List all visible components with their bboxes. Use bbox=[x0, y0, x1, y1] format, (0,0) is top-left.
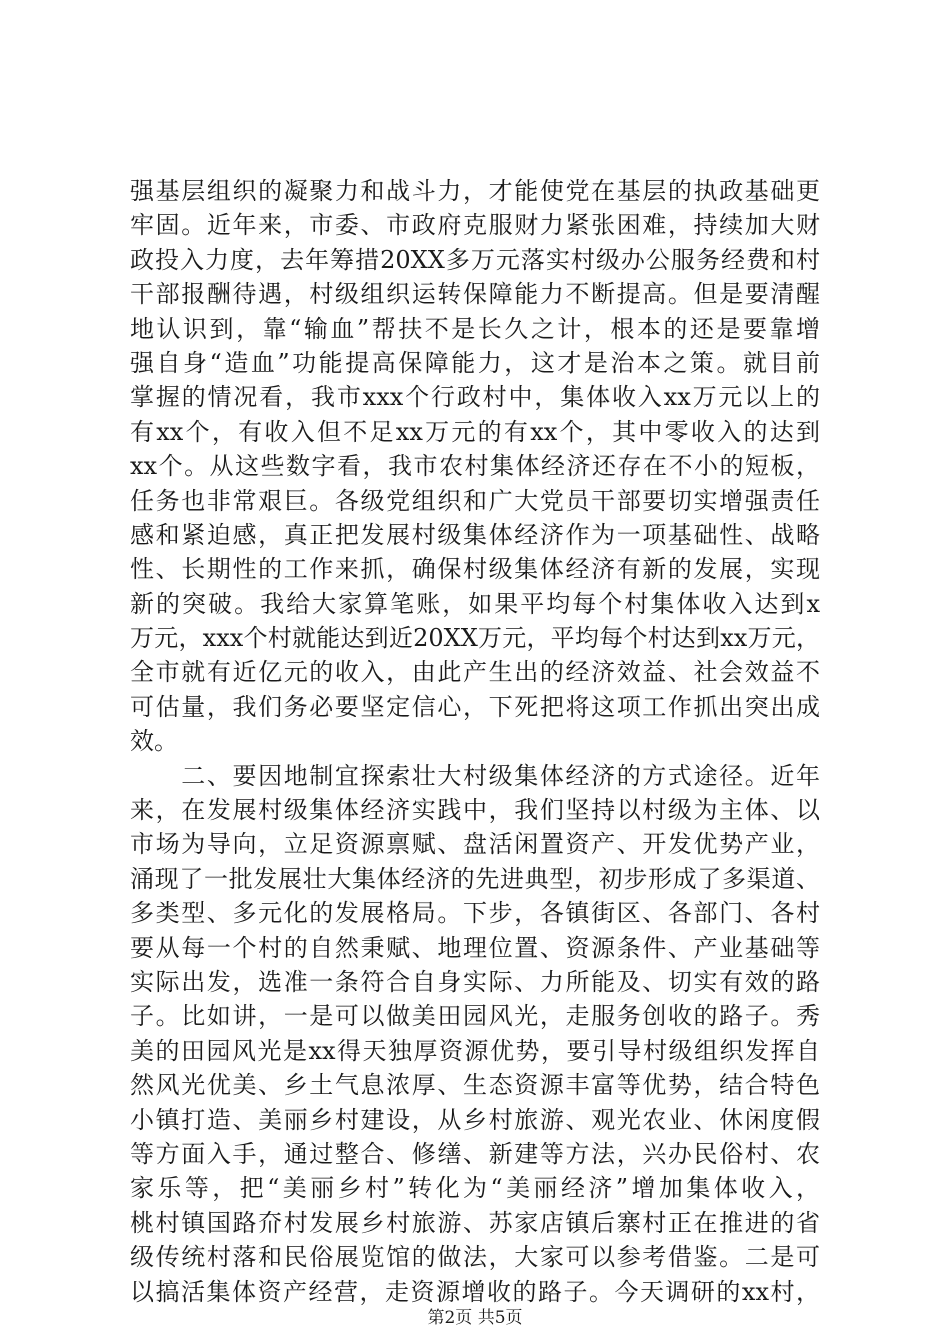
text-line: 有xx个，有收入但不足xx万元的有xx个，其中零收入的达到 bbox=[130, 417, 820, 446]
text-line: 强基层组织的凝聚力和战斗力，才能使党在基层的执政基础更 bbox=[130, 177, 820, 205]
text-line: 可估量，我们务必要坚定信心，下死把将这项工作抓出突出成 bbox=[130, 692, 820, 721]
text-line: 政投入力度，去年筹措20XX多万元落实村级办公服务经费和村 bbox=[130, 245, 820, 274]
text-line: 子。比如讲，一是可以做美田园风光，走服务创收的路子。秀 bbox=[130, 1002, 820, 1031]
text-line: 掌握的情况看，我市xxx个行政村中，集体收入xx万元以上的 bbox=[130, 383, 820, 412]
text-line: 感和紧迫感，真正把发展村级集体经济作为一项基础性、战略 bbox=[130, 520, 820, 549]
text-line: 多类型、多元化的发展格局。下步，各镇街区、各部门、各村 bbox=[130, 899, 820, 928]
text-line: 二、要因地制宜探索壮大村级集体经济的方式途径。近年 bbox=[130, 761, 820, 790]
text-line: 涌现了一批发展壮大集体经济的先进典型，初步形成了多渠道、 bbox=[130, 864, 820, 893]
text-line: 级传统村落和民俗展览馆的做法，大家可以参考借鉴。二是可 bbox=[130, 1243, 820, 1272]
page-number-footer: 第2页 共5页 bbox=[427, 1308, 523, 1328]
text-line: 美的田园风光是xx得天独厚资源优势，要引导村级组织发挥自 bbox=[130, 1036, 820, 1065]
text-line: 市场为导向，立足资源禀赋、盘活闲置资产、开发优势产业， bbox=[130, 830, 820, 859]
text-line: 然风光优美、乡土气息浓厚、生态资源丰富等优势，结合特色 bbox=[130, 1071, 820, 1100]
text-line: 等方面入手，通过整合、修缮、新建等方法，兴办民俗村、农 bbox=[130, 1139, 820, 1168]
text-line: 实际出发，选准一条符合自身实际、力所能及、切实有效的路 bbox=[130, 967, 820, 996]
text-line: 干部报酬待遇，村级组织运转保障能力不断提高。但是要清醒 bbox=[130, 280, 820, 309]
text-line: 地认识到，靠“输血”帮扶不是长久之计，根本的还是要靠增 bbox=[130, 314, 820, 343]
text-line: 性、长期性的工作来抓，确保村级集体经济有新的发展，实现 bbox=[130, 555, 820, 584]
text-line: 强自身“造血”功能提高保障能力，这才是治本之策。就目前 bbox=[130, 348, 820, 377]
text-line: 小镇打造、美丽乡村建设，从乡村旅游、观光农业、休闲度假 bbox=[130, 1105, 820, 1134]
text-line: 牢固。近年来，市委、市政府克服财力紧张困难，持续加大财 bbox=[130, 211, 820, 240]
text-line: 任务也非常艰巨。各级党组织和广大党员干部要切实增强责任 bbox=[130, 486, 820, 515]
text-line: 桃村镇国路夼村发展乡村旅游、苏家店镇后寨村正在推进的省 bbox=[130, 1208, 820, 1237]
text-line: 全市就有近亿元的收入，由此产生出的经济效益、社会效益不 bbox=[130, 658, 820, 687]
text-line: 家乐等，把“美丽乡村”转化为“美丽经济”增加集体收入， bbox=[130, 1174, 820, 1203]
body-text bbox=[130, 174, 820, 1309]
text-line: 来，在发展村级集体经济实践中，我们坚持以村级为主体、以 bbox=[130, 796, 820, 825]
text-line: xx个。从这些数字看，我市农村集体经济还存在不小的短板， bbox=[130, 452, 820, 481]
text-line: 要从每一个村的自然秉赋、地理位置、资源条件、产业基础等 bbox=[130, 933, 820, 962]
text-line: 新的突破。我给大家算笔账，如果平均每个村集体收入达到x bbox=[130, 589, 820, 618]
text-line: 万元，xxx个村就能达到近20XX万元，平均每个村达到xx万元， bbox=[130, 624, 820, 653]
text-line: 以搞活集体资产经营，走资源增收的路子。今天调研的xx村， bbox=[130, 1277, 820, 1306]
text-line: 效。 bbox=[130, 727, 178, 756]
